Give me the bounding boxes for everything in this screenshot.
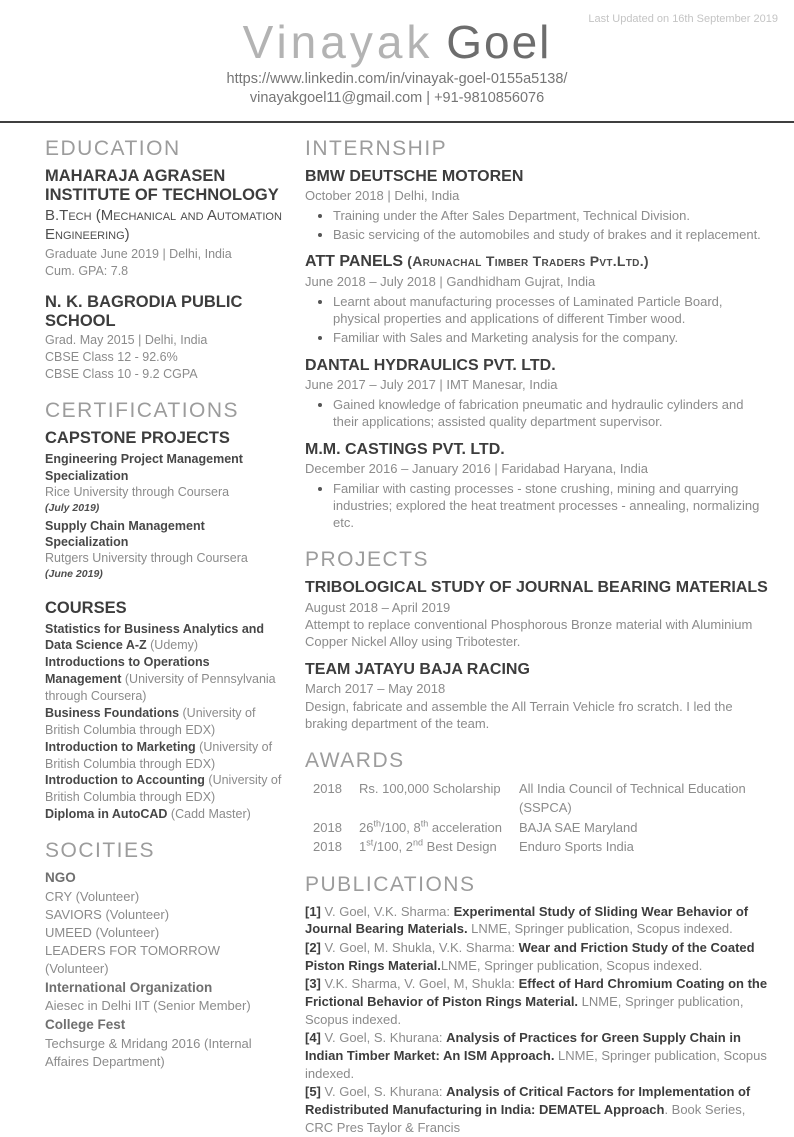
right-column xyxy=(305,133,768,1137)
certification-name: Engineering Project Management Specialization xyxy=(45,452,243,483)
publication-title: Analysis of Practices for Green Supply Chain in Indian Timber Market: An ISM Approach. xyxy=(305,1030,741,1063)
publication-title: Experimental Study of Sliding Wear Behavior of Journal Bearing Materials. xyxy=(305,903,749,937)
bullet-item: • Learnt about manufacturing processes of Laminated Particle Board, physical properties and applications of different Timber wood. xyxy=(333,293,768,328)
certification-item xyxy=(45,518,285,583)
course-provider: (University of British Columbia through EDX) xyxy=(45,773,282,805)
publication-venue: LNME, Springer publication, Scopus indexed. xyxy=(305,1047,767,1081)
course-name: Business Foundations xyxy=(45,705,180,720)
certification-name: Supply Chain Management Specialization xyxy=(45,518,205,549)
award-year: 2018 xyxy=(313,819,342,835)
society-item: Aiesec in Delhi IIT (Senior Member) xyxy=(45,998,251,1014)
internship-entry xyxy=(305,356,768,431)
certification-org: Rutgers University through Coursera xyxy=(45,551,248,565)
society-group xyxy=(45,979,285,1016)
award-ordinal-suffix: th xyxy=(420,818,429,829)
section-heading-certifications: CERTIFICATIONS xyxy=(45,399,240,423)
publication-ref: [5] xyxy=(305,1084,321,1100)
project-description: Design, fabricate and assemble the All Terrain Vehicle fro scratch. I led the braking department of the team. xyxy=(305,698,733,732)
section-heading-awards: AWARDS xyxy=(305,748,405,772)
education-entry-detail: CBSE Class 12 - 92.6% xyxy=(45,349,178,364)
society-item: Techsurge & Mridang 2016 (Internal Affaires Department) xyxy=(45,1036,252,1070)
award-year: 2018 xyxy=(313,780,342,796)
award-ordinal-suffix: nd xyxy=(413,837,424,848)
company-name: M.M. CASTINGS PVT. LTD. xyxy=(305,440,505,458)
award-text: Best Design xyxy=(423,839,497,855)
company-name: ATT PANELS xyxy=(305,253,404,271)
publication-authors: V. Goel, S. Khurana: xyxy=(320,1084,447,1100)
internship-entry xyxy=(305,440,768,532)
internship-entry xyxy=(305,167,768,244)
course-provider: (Cadd Master) xyxy=(167,807,251,822)
publication-authors: V. Goel, V.K. Sharma: xyxy=(320,903,454,919)
publication-item xyxy=(305,903,768,938)
publication-title: Effect of Hard Chromium Coating on the Frictional Behavior of Piston Rings Material. xyxy=(305,976,768,1009)
award-text: 26 xyxy=(359,819,374,835)
course-provider: (University of Pennsylvania through Coursera) xyxy=(45,672,276,704)
internship-date-location: June 2018 – July 2018 | Gandhidham Gujrat, India xyxy=(305,274,596,290)
linkedin-url[interactable]: https://www.linkedin.com/in/vinayak-goel-0155a5138/ xyxy=(226,71,568,88)
publication-authors: V. Goel, S. Khurana: xyxy=(320,1030,447,1046)
content-columns xyxy=(0,123,794,1137)
internship-date-location: December 2016 – January 2016 | Faridabad Haryana, India xyxy=(305,461,649,477)
course-items xyxy=(45,621,285,824)
award-description xyxy=(359,818,519,838)
publication-venue: LNME, Springer publication, Scopus indexed. xyxy=(467,921,733,937)
publication-venue: LNME, Springer publication, Scopus indexed. xyxy=(440,957,703,973)
course-name: Diploma in AutoCAD xyxy=(45,807,168,822)
education-entry-degree: B.Tech (Mechanical and Automation Engineering) xyxy=(45,207,282,243)
award-ordinal-suffix: th xyxy=(373,818,381,829)
award-organization: Enduro Sports India xyxy=(519,839,634,855)
name-first: Vinayak xyxy=(242,16,434,68)
left-column xyxy=(45,133,285,1137)
certifications-group-title: CAPSTONE PROJECTS xyxy=(45,429,230,448)
award-text: /100, 2 xyxy=(373,839,414,855)
bullet-item: • Familiar with Sales and Marketing analysis for the company. xyxy=(333,329,768,346)
resume-header xyxy=(0,0,794,109)
award-ordinal-suffix: st xyxy=(366,837,374,848)
awards-table xyxy=(305,779,768,857)
award-row xyxy=(305,837,768,857)
society-group-title: College Fest xyxy=(45,1017,126,1033)
company-name-suffix: (Arunachal Timber Traders Pvt.Ltd.) xyxy=(403,253,649,270)
society-item: SAVIORS (Volunteer) xyxy=(45,906,170,922)
company-name: DANTAL HYDRAULICS PVT. LTD. xyxy=(305,356,556,374)
society-item: LEADERS FOR TOMORROW (Volunteer) xyxy=(45,942,221,976)
society-item: UMEED (Volunteer) xyxy=(45,924,160,940)
course-name: Introduction to Accounting xyxy=(45,773,205,788)
education-entry-detail: Cum. GPA: 7.8 xyxy=(45,263,129,278)
publication-item xyxy=(305,1083,768,1136)
award-text: acceleration xyxy=(428,819,502,835)
education-entry xyxy=(45,167,285,281)
publication-venue: LNME, Springer publication, Scopus indexed. xyxy=(305,993,744,1027)
page-title xyxy=(0,18,794,66)
education-entries xyxy=(45,167,285,384)
internship-date-location: October 2018 | Delhi, India xyxy=(305,188,460,204)
award-description xyxy=(359,779,519,818)
publication-item xyxy=(305,1029,768,1082)
society-group-title: NGO xyxy=(45,870,76,886)
publication-title: Wear and Friction Study of the Coated Piston Rings Material. xyxy=(305,939,755,973)
bullet-item: • Basic servicing of the automobiles and study of brakes and it replacement. xyxy=(333,226,768,243)
publication-authors: V. Goel, M. Shukla, V.K. Sharma: xyxy=(320,939,519,955)
bullet-item: • Familiar with casting processes - stone crushing, mining and quarrying industries; explored the heat treatment processes - annealing, normalizing etc. xyxy=(333,480,768,532)
internship-entry-title xyxy=(305,440,768,461)
society-item: CRY (Volunteer) xyxy=(45,888,140,904)
section-heading-societies: SOCITIES xyxy=(45,839,156,863)
courses-group-title: COURSES xyxy=(45,598,127,617)
certification-items xyxy=(45,451,285,582)
internship-entry xyxy=(305,252,768,346)
publication-ref: [1] xyxy=(305,903,321,919)
internship-entry-title xyxy=(305,252,768,273)
society-group xyxy=(45,869,285,978)
internship-bullets xyxy=(305,480,768,532)
certification-date: (July 2019) xyxy=(45,502,100,515)
award-year: 2018 xyxy=(313,839,342,855)
course-provider: (University of British Columbia through EDX) xyxy=(45,739,273,771)
publication-authors: V.K. Sharma, V. Goel, M, Shukla: xyxy=(320,976,519,992)
email-phone[interactable]: vinayakgoel11@gmail.com | +91-9810856076 xyxy=(249,90,545,107)
society-group xyxy=(45,1016,285,1071)
project-date: March 2017 – May 2018 xyxy=(305,681,446,697)
course-item xyxy=(45,621,285,655)
education-entry-detail: CBSE Class 10 - 9.2 CGPA xyxy=(45,367,198,382)
course-item xyxy=(45,705,285,739)
publication-list xyxy=(305,903,768,1137)
award-text: 1 xyxy=(359,839,367,855)
award-row xyxy=(305,818,768,838)
certification-item xyxy=(45,451,285,516)
project-entry xyxy=(305,578,768,651)
publication-title: Analysis of Critical Factors for Implementation of Redistributed Manufacturing in India: DEMATEL Approach xyxy=(305,1084,751,1117)
education-entry-detail: Grad. May 2015 | Delhi, India xyxy=(45,332,208,347)
project-title: TRIBOLOGICAL STUDY OF JOURNAL BEARING MATERIALS xyxy=(305,578,768,596)
certification-org: Rice University through Coursera xyxy=(45,484,230,499)
section-heading-projects: PROJECTS xyxy=(305,547,430,571)
internship-entry-title xyxy=(305,167,768,188)
award-organization: All India Council of Technical Education (SSPCA) xyxy=(519,780,746,816)
course-name: Statistics for Business Analytics and Data Science A-Z xyxy=(45,621,265,653)
publication-item xyxy=(305,975,768,1028)
education-entry-detail: Graduate June 2019 | Delhi, India xyxy=(45,246,232,261)
course-item xyxy=(45,739,285,773)
internship-bullets xyxy=(305,396,768,431)
company-name: BMW DEUTSCHE MOTOREN xyxy=(305,167,524,185)
certification-date: (June 2019) xyxy=(45,568,103,581)
publication-ref: [2] xyxy=(305,939,321,955)
course-item xyxy=(45,654,285,705)
bullet-item: • Gained knowledge of fabrication pneumatic and hydraulic cylinders and their applications; assisted quality department supervisor. xyxy=(333,396,768,431)
internship-entries xyxy=(305,167,768,532)
education-entry xyxy=(45,293,285,383)
course-provider: (Udemy) xyxy=(146,638,199,653)
course-item xyxy=(45,806,285,823)
course-provider: (University of British Columbia through EDX) xyxy=(45,705,256,737)
award-description xyxy=(359,837,519,857)
project-description: Attempt to replace conventional Phosphorous Bronze material with Aluminium Copper Nickel Alloy using Tribotester. xyxy=(305,617,753,650)
award-text: Rs. 100,000 Scholarship xyxy=(359,780,501,796)
last-updated-note: Last Updated on 16th September 2019 xyxy=(588,13,778,25)
publication-venue: . Book Series, CRC Pres Taylor & Francis xyxy=(305,1101,746,1135)
education-entry-title: N. K. BAGRODIA PUBLIC SCHOOL xyxy=(45,293,243,331)
publication-ref: [3] xyxy=(305,976,321,992)
education-entry-title: MAHARAJA AGRASEN INSTITUTE OF TECHNOLOGY xyxy=(45,166,279,204)
internship-entry-title xyxy=(305,356,768,377)
project-entry xyxy=(305,660,768,733)
section-heading-internship: INTERNSHIP xyxy=(305,136,448,160)
project-date: August 2018 – April 2019 xyxy=(305,599,451,615)
award-row xyxy=(305,779,768,818)
internship-bullets xyxy=(305,293,768,347)
name-last: Goel xyxy=(446,16,552,68)
publication-item xyxy=(305,939,768,974)
project-entries xyxy=(305,578,768,733)
course-name: Introductions to Operations Management xyxy=(45,655,210,687)
internship-bullets xyxy=(305,207,768,244)
course-name: Introduction to Marketing xyxy=(45,739,196,754)
award-text: /100, 8 xyxy=(380,819,421,835)
project-title: TEAM JATAYU BAJA RACING xyxy=(305,660,530,678)
bullet-item: • Training under the After Sales Department, Technical Division. xyxy=(333,207,768,224)
award-organization: BAJA SAE Maryland xyxy=(519,819,638,835)
society-groups xyxy=(45,869,285,1071)
section-heading-education: EDUCATION xyxy=(45,136,181,160)
course-item xyxy=(45,772,285,806)
internship-date-location: June 2017 – July 2017 | IMT Manesar, India xyxy=(305,377,558,393)
section-heading-publications: PUBLICATIONS xyxy=(305,872,476,896)
publication-ref: [4] xyxy=(305,1030,321,1046)
society-group-title: International Organization xyxy=(45,979,213,995)
